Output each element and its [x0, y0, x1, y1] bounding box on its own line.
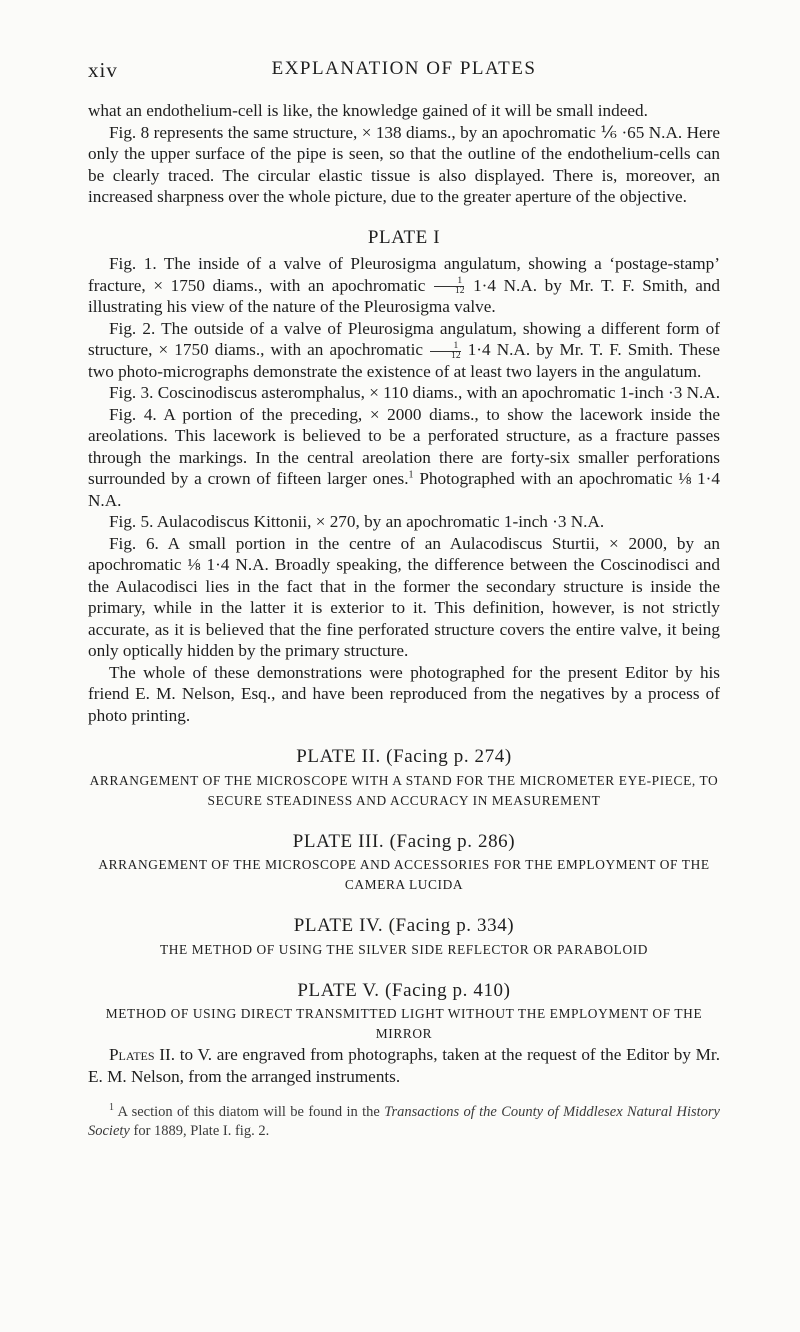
plate-1-fig-6: Fig. 6. A small portion in the centre of an Aulacodiscus Sturtii, × 2000, by an apochromatic ⅛ 1·4 N.A. Broadly speaking, the difference between the Coscinodisci and the Aulacodisci lies in the fact that in the former the secondary structure is inside the primary, while in the latter it is exterior to it. This definition, however, is not strictly accurate, as it is believed that the fine perforated structure covers the entire valve, it being only optically hidden by the primary structure.	[88, 533, 720, 661]
plate-1-fig-2: Fig. 2. The outside of a valve of Pleurosigma angulatum, showing a different form of structure, × 1750 diams., with an apochromatic $\frac{1}{12}$ 1·4 N.A. by Mr. T. F. Smith. These two photo-micrographs demonstrate the existence of at least two layers in the angulatum.	[88, 318, 720, 381]
plate-3-heading: PLATE III. (Facing p. 286)	[292, 830, 516, 852]
footnote: $^1$ A section of this diatom will be found in the Transactions of the County of Middlesex Natural History Society for 1889, Plate I. fig. 2.	[88, 1102, 720, 1140]
running-head: EXPLANATION OF PLATES	[271, 58, 537, 79]
plate-4-caption: THE METHOD OF USING THE SILVER SIDE REFLECTOR OR PARABOLOID	[159, 941, 649, 957]
plate-1-closing-paragraph: The whole of these demonstrations were photographed for the present Editor by his friend E. M. Nelson, Esq., and have been reproduced from the negatives by a process of photo printing.	[88, 662, 720, 725]
fig8-paragraph: Fig. 8 represents the same structure, × 138 diams., by an apochromatic ⅙ ·65 N.A. Here only the upper surface of the pipe is seen, so that the outline of the endothelium-cells can be clearly traced. The circular elastic tissue is also displayed. There is, moreover, an increased sharpness over the whole picture, due to the greater aperture of the objective.	[88, 122, 720, 206]
intro-paragraph-continued: what an endothelium-cell is like, the knowledge gained of it will be small indeed.	[88, 101, 648, 120]
plate-1-fig-3: Fig. 3. Coscinodiscus asteromphalus, × 110 diams., with an apochromatic 1-inch ·3 N.A.	[109, 383, 721, 403]
plate-2-caption: ARRANGEMENT OF THE MICROSCOPE WITH A STAND FOR THE MICROMETER EYE-PIECE, TO SECURE STEADINESS AND ACCURACY IN MEASUREMENT	[89, 772, 719, 808]
plate-5-heading: PLATE V. (Facing p. 410)	[297, 979, 511, 1001]
page-header	[88, 58, 720, 84]
page-body	[88, 100, 720, 1141]
plate-1-fig-4: Fig. 4. A portion of the preceding, × 2000 diams., to show the lacework inside the areolations. This lacework is believed to be a perforated structure, as a fracture passes through the markings. In the central areolation there are forty-six smaller perforations surrounded by a crown of fifteen larger ones.$^1$ Photographed with an apochromatic ⅛ 1·4 N.A.	[88, 404, 720, 510]
plate-1-heading: PLATE I	[367, 226, 441, 248]
plate-1-fig-5: Fig. 5. Aulacodiscus Kittonii, × 270, by an apochromatic 1-inch ·3 N.A.	[109, 512, 605, 532]
footnote-marker: 1	[408, 469, 414, 481]
plate-1-fig-1: Fig. 1. The inside of a valve of Pleurosigma angulatum, showing a ‘postage-stamp’ fracture, × 1750 diams., with an apochromatic $\frac{1}{12}$ 1·4 N.A. by Mr. T. F. Smith, and illustrating his view of the nature of the Pleurosigma valve.	[88, 254, 721, 317]
plate-5-caption: METHOD OF USING DIRECT TRANSMITTED LIGHT WITHOUT THE EMPLOYMENT OF THE MIRROR	[105, 1006, 703, 1042]
plate-2-heading: PLATE II. (Facing p. 274)	[296, 746, 512, 768]
plate-3-caption: ARRANGEMENT OF THE MICROSCOPE AND ACCESSORIES FOR THE EMPLOYMENT OF THE CAMERA LUCIDA	[98, 857, 710, 893]
page-number: xiv	[88, 58, 118, 82]
fraction: $\frac{1}{12}$	[430, 342, 461, 361]
fraction: $\frac{1}{12}$	[434, 277, 465, 296]
plates-note: Plates II. to V. are engraved from photographs, taken at the request of the Editor by Mr. E. M. Nelson, from the arranged instruments.	[88, 1045, 720, 1086]
plate-4-heading: PLATE IV. (Facing p. 334)	[293, 915, 515, 937]
